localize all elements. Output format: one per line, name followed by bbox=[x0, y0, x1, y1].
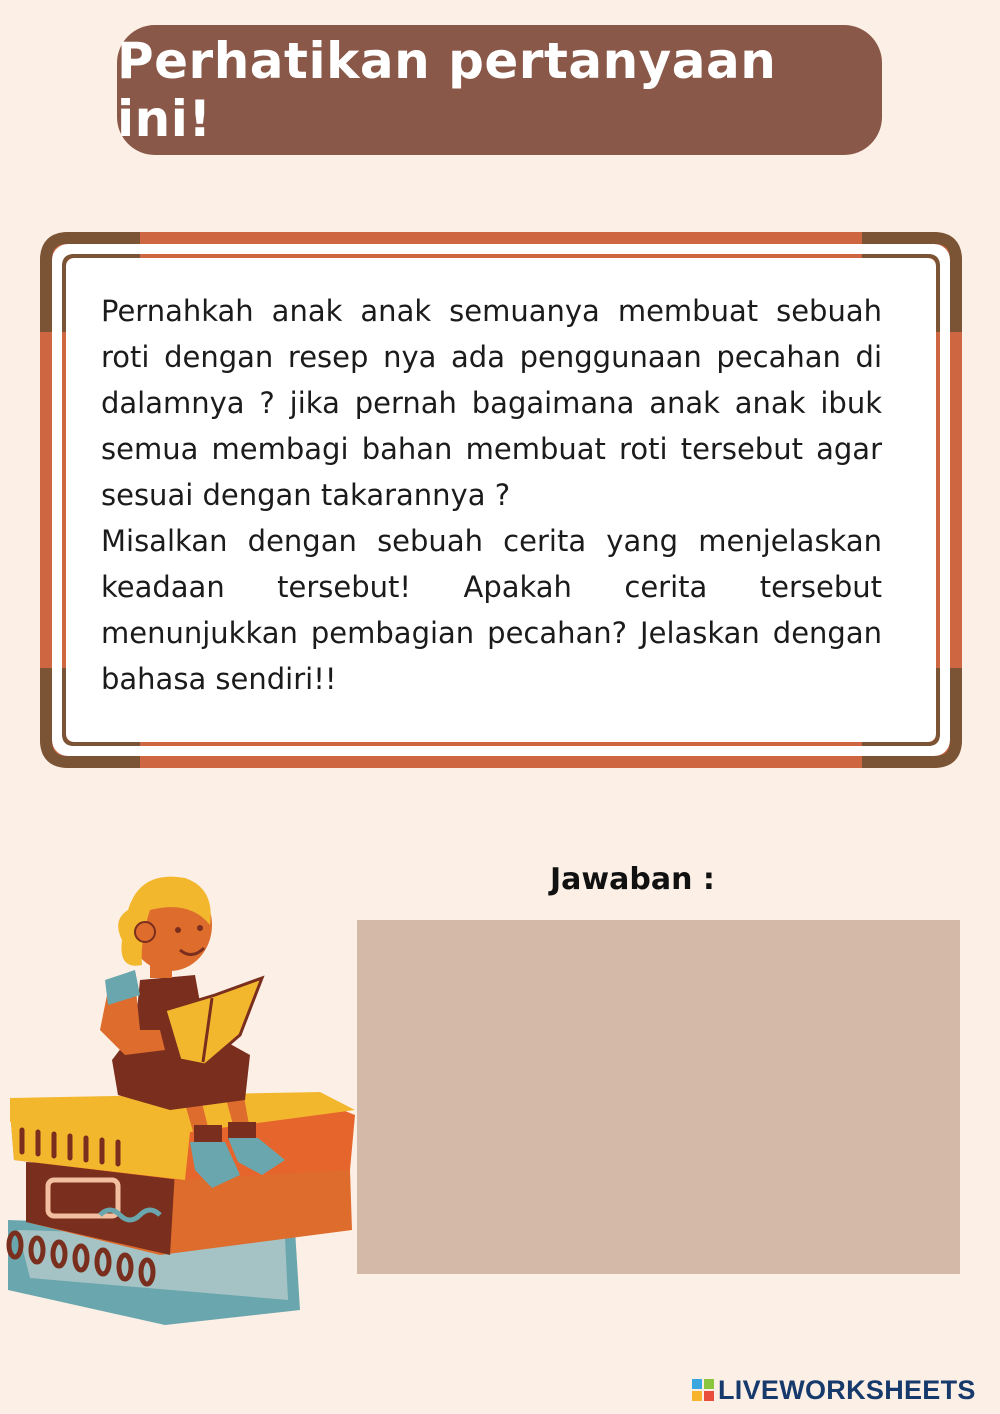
question-text bbox=[101, 288, 882, 702]
answer-label: Jawaban : bbox=[550, 862, 715, 897]
liveworksheets-logo-icon bbox=[692, 1379, 714, 1401]
liveworksheets-logo[interactable] bbox=[692, 1374, 976, 1406]
title-banner bbox=[117, 25, 882, 155]
page-title: Perhatikan pertanyaan ini! bbox=[117, 32, 777, 148]
question-paragraph-1: Pernahkah anak anak semuanya membuat sebuah roti dengan resep nya ada penggunaan pecahan di dalamnya ? jika pernah bagaimana anak anak ibuk semua membagi bahan membuat roti tersebut agar sesuai dengan takarannya ? bbox=[101, 294, 882, 512]
girl-reading-on-books-illustration bbox=[0, 870, 360, 1330]
question-paragraph-2: Misalkan dengan sebuah cerita yang menjelaskan keadaan tersebut! Apakah cerita tersebut menunjukkan pembagian pecahan? Jelaskan dengan bahasa sendiri!! bbox=[101, 524, 882, 696]
brand-name: LIVEWORKSHEETS bbox=[718, 1374, 976, 1405]
answer-input[interactable] bbox=[357, 920, 960, 1274]
